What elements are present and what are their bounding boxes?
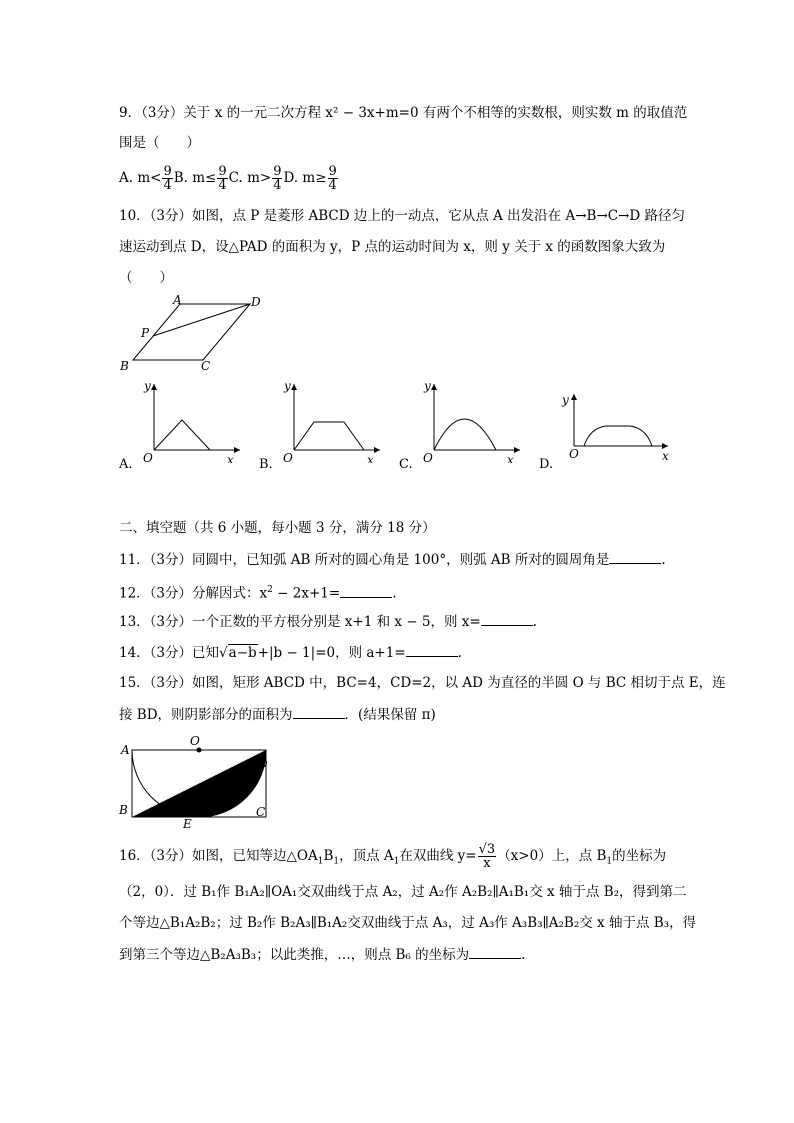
option-d-graph [560, 390, 675, 465]
x-arrow [234, 447, 240, 453]
q9-fraction-d: $\frac{9}{4}$ [328, 164, 337, 193]
q9-line2: 围是（ ） [119, 135, 200, 151]
answer-blank[interactable] [406, 642, 458, 657]
x-label: x [507, 453, 514, 463]
label-c: C [256, 805, 266, 819]
label-b: B [120, 359, 129, 373]
q16-line2: （2，0）．过 B₁作 B₁A₂∥OA₁交双曲线于点 A₂，过 A₂作 A₂B₂∥A₁B₁交 x 轴于点 B₂，得到第二 [119, 884, 687, 900]
y-arrow [571, 394, 577, 400]
answer-blank[interactable] [609, 549, 661, 564]
q9-option-c: C. m> [228, 170, 272, 186]
q10-line3: （ ） [119, 270, 173, 286]
rhombus-shape [133, 304, 250, 360]
q9-option-b: B. m≤ [173, 170, 217, 186]
q16-line4: 到第三个等边△B₂A₃B₃；以此类推，…，则点 B₆ 的坐标为 . [119, 944, 525, 965]
y-label: y [144, 379, 151, 393]
label-o: O [190, 734, 200, 748]
q9-fraction-a: $\frac{9}{4}$ [163, 164, 172, 193]
origin-label: O [143, 451, 153, 463]
q16-line1: 16．（3分）如图，已知等边$\triangle OA_1B_1$，顶点 $A_1$在双曲线 y= $\frac{√3}{x}$ （x>0）上，点 $B_1$的坐标为 [119, 842, 667, 871]
q9-option-a: A. m< [119, 170, 162, 186]
q9-line1: 9．（3分）关于 x 的一元二次方程 x² − 3x+m=0 有两个不相等的实数根，则实数 m 的取值范 [119, 105, 688, 121]
origin-label: O [283, 451, 293, 463]
rectangle-figure [115, 730, 285, 830]
option-a-graph [140, 378, 245, 463]
answer-blank[interactable] [469, 944, 521, 959]
y-label: y [284, 379, 291, 393]
y-arrow [431, 384, 437, 390]
option-b-label: B. [259, 457, 273, 472]
x-label: x [367, 453, 374, 463]
x-label: x [662, 449, 669, 463]
q16-line3: 个等边△B₁A₂B₂；过 B₂作 B₂A₃∥B₁A₂交双曲线于点 A₃，过 A₃作 A₃B₃∥A₂B₂交 x 轴于点 B₃，得 [119, 915, 697, 931]
q9-options [119, 163, 339, 193]
curve-c [434, 419, 496, 450]
label-e: E [183, 817, 192, 830]
answer-blank[interactable] [481, 611, 533, 626]
shaded-region [132, 750, 266, 817]
origin-label: O [569, 447, 579, 461]
label-c: C [201, 359, 211, 373]
y-arrow [151, 384, 157, 390]
q9-option-d: D. m≥ [283, 170, 327, 186]
q10-line2: 速运动到点 D，设△PAD 的面积为 y，P 点的运动时间为 x，则 y 关于 x 的函数图象大致为 [119, 239, 666, 255]
option-b-graph [280, 378, 385, 463]
q9-fraction-b: $\frac{9}{4}$ [218, 164, 227, 193]
curve-d [584, 426, 652, 446]
q15-line2: 接 BD，则阴影部分的面积为 ．(结果保留 π) [119, 704, 436, 725]
y-label: y [562, 393, 569, 407]
answer-blank[interactable] [293, 704, 345, 719]
center-o [197, 748, 202, 753]
section-title: 二、填空题（共 6 小题，每小题 3 分，满分 18 分） [119, 520, 436, 536]
q11: 11．（3分）同圆中，已知弧 AB 所对的圆心角是 100°，则弧 AB 所对的圆周角是 . [119, 549, 666, 570]
q9-fraction-c: $\frac{9}{4}$ [273, 164, 282, 193]
origin-label: O [423, 451, 433, 463]
q14: 14．（3分）已知√a−b+|b − 1|=0，则 a+1= . [119, 642, 462, 663]
option-c-graph [420, 378, 525, 463]
option-a-label: A. [119, 457, 133, 472]
label-a: A [121, 743, 130, 757]
q12: 12．（3分）分解因式：$x^2 - 2x+1=$ . [119, 580, 396, 604]
curve-b [294, 422, 364, 450]
label-b: B [119, 803, 128, 817]
x-label: x [227, 453, 234, 463]
option-c-label: C. [399, 457, 413, 472]
option-d-label: D. [539, 457, 554, 472]
y-label: y [424, 379, 431, 393]
label-a: A [173, 293, 182, 307]
q11-text: 11．（3分）同圆中，已知弧 AB 所对的圆心角是 100°，则弧 AB 所对的圆周角是 [119, 552, 610, 568]
q16-fraction: $\frac{√3}{x}$ [478, 842, 496, 871]
label-p: P [141, 326, 150, 340]
curve-a [154, 420, 210, 450]
q10-line1: 10．（3分）如图，点 P 是菱形 ABCD 边上的一动点，它从点 A 出发沿在 A→B→C→D 路径匀 [119, 208, 686, 224]
answer-blank[interactable] [340, 583, 392, 598]
y-arrow [291, 384, 297, 390]
segment-pd [153, 304, 250, 336]
q13: 13．（3分）一个正数的平方根分别是 x+1 和 x − 5，则 x= . [119, 611, 537, 632]
x-arrow [374, 447, 380, 453]
label-d: D [251, 295, 261, 309]
rhombus-figure [115, 292, 275, 377]
label-d: D [258, 757, 268, 771]
q15-line1: 15．（3分）如图，矩形 ABCD 中，BC=4，CD=2，以 AD 为直径的半圆 O 与 BC 相切于点 E，连 [119, 675, 726, 691]
radical: a−b [228, 645, 257, 661]
x-arrow [514, 447, 520, 453]
